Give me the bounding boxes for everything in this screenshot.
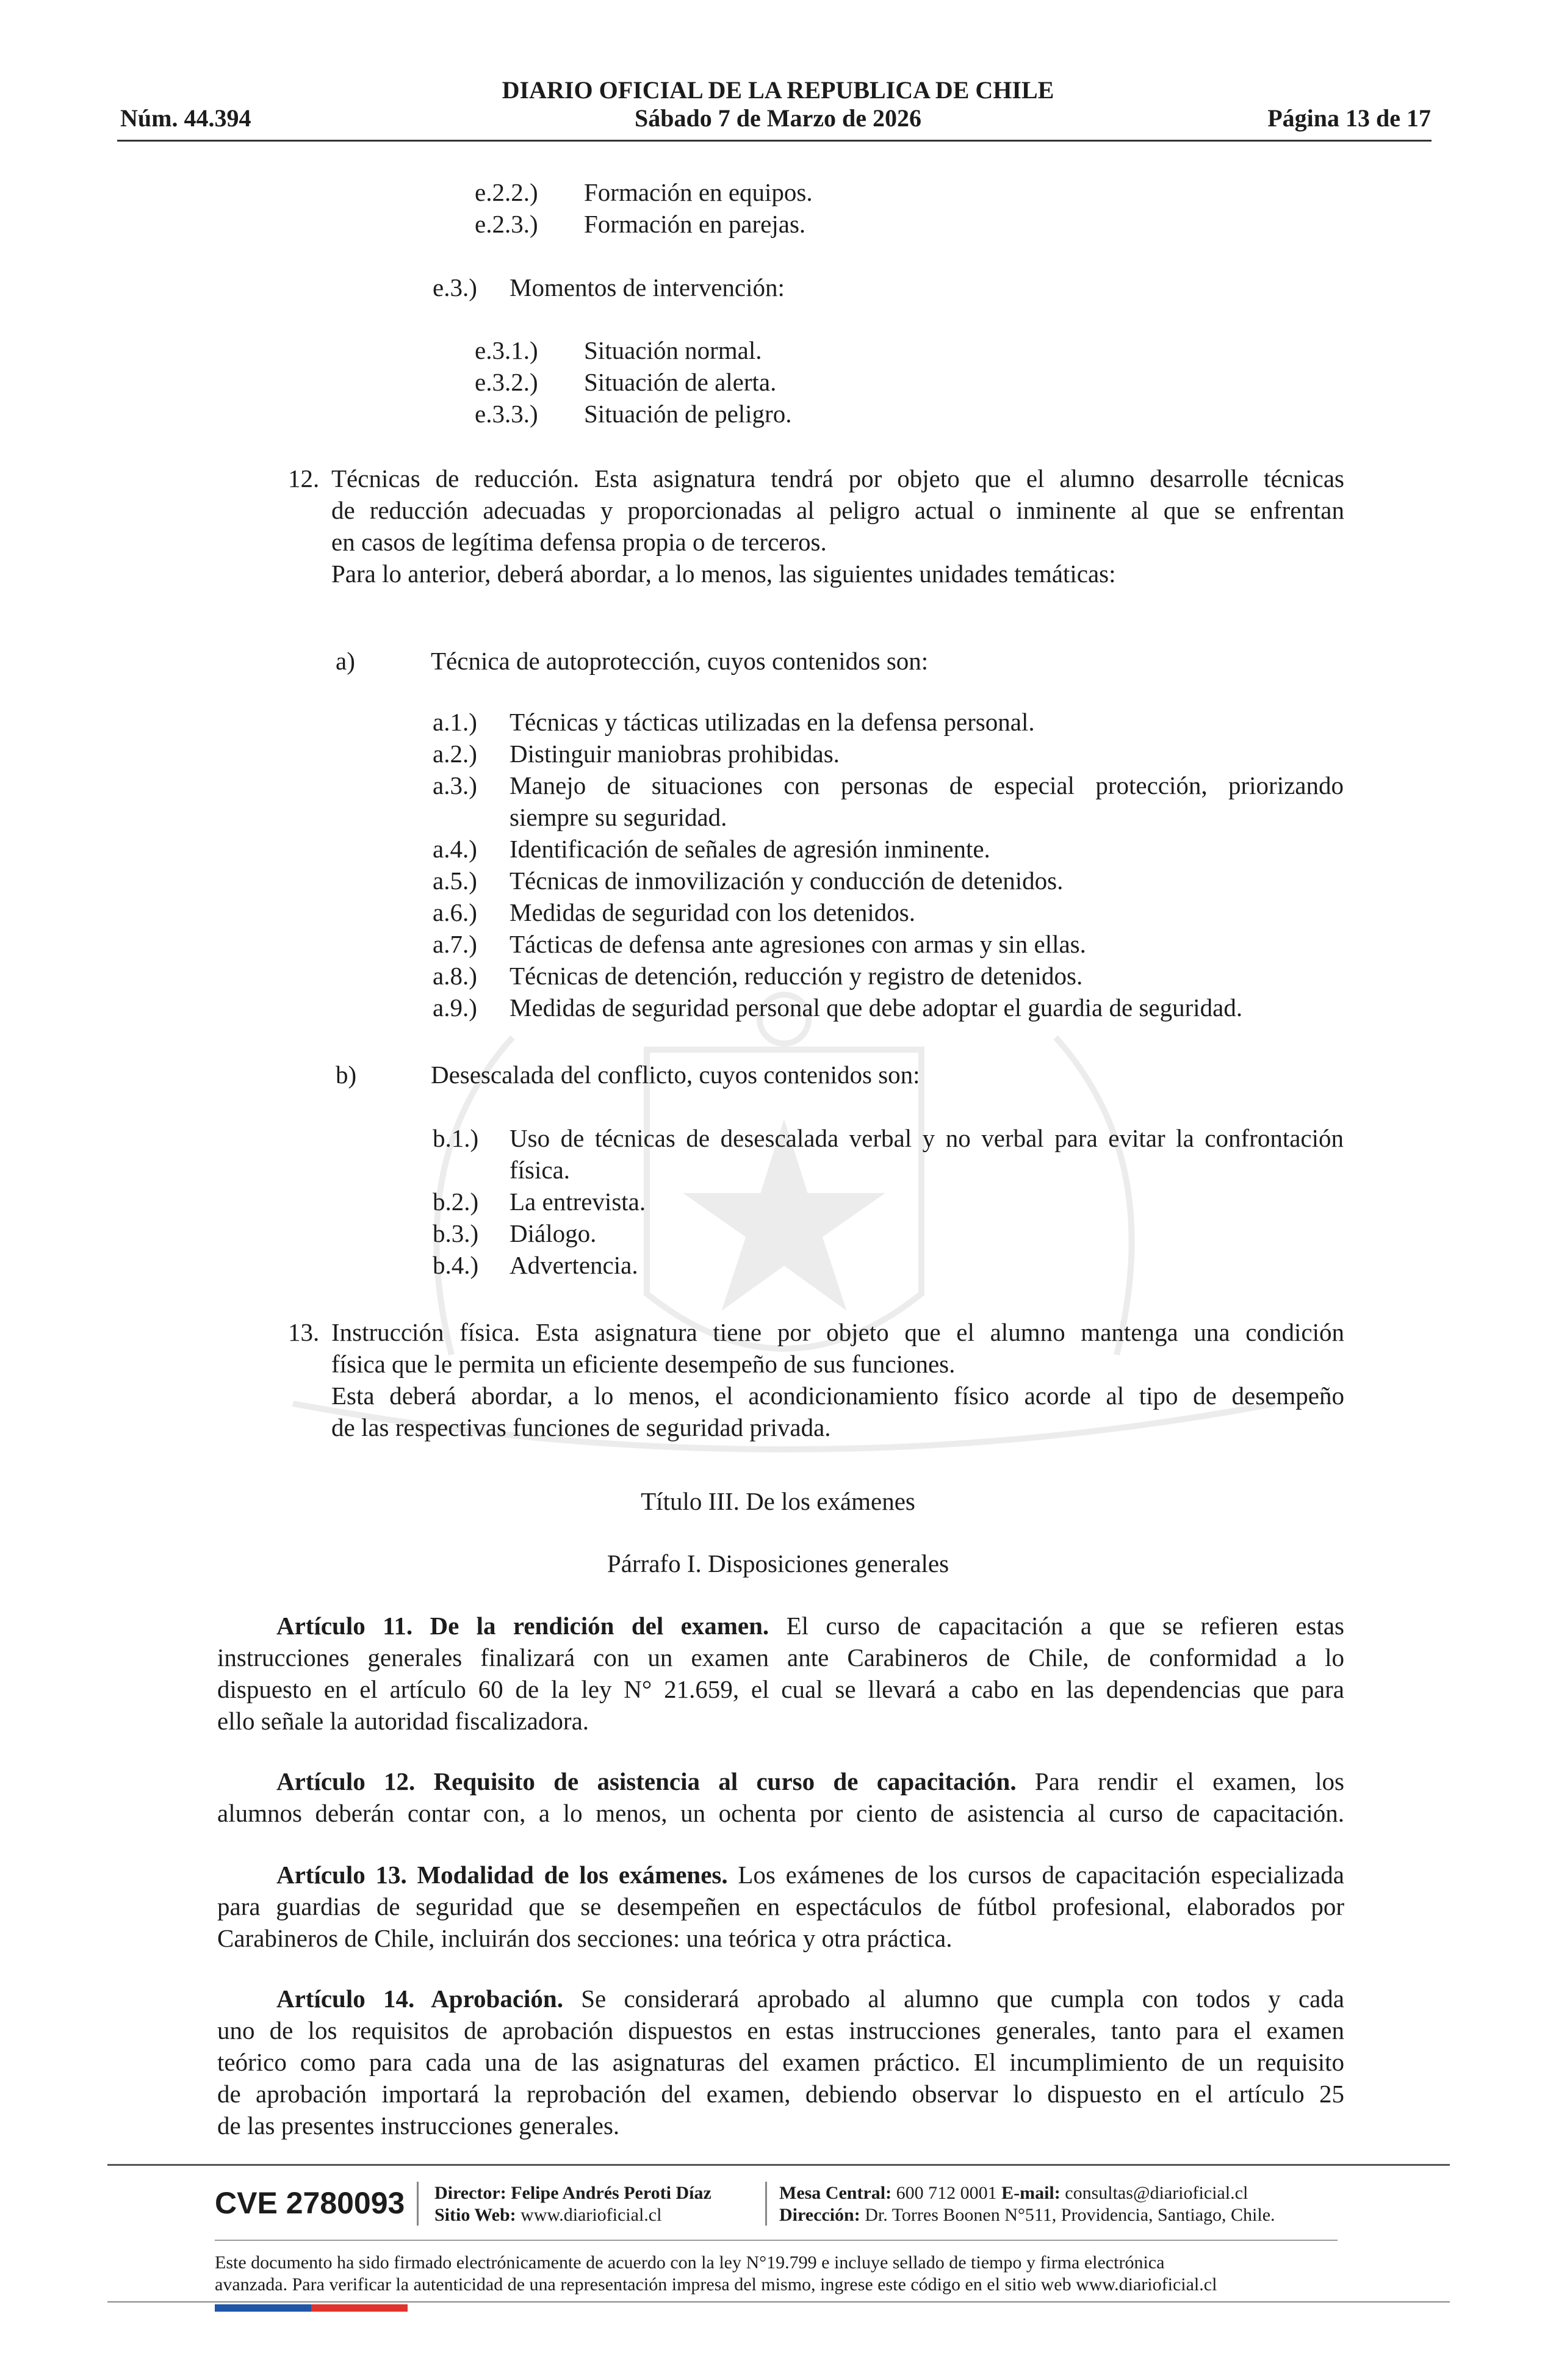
signature-notice-line: Este documento ha sido firmado electrónicamente de acuerdo con la ley N°19.799 e incluye sellado de tiempo y firma electrónica	[215, 2252, 1165, 2273]
list-number: b.3.)	[433, 1219, 479, 1247]
list-item: Situación de alerta.	[584, 368, 777, 396]
article-first-line	[276, 1859, 1344, 1891]
list-item-continuation: siempre su seguridad.	[510, 803, 727, 831]
footer-contact	[779, 2182, 1248, 2204]
list-item: Formación en equipos.	[584, 178, 813, 206]
list-number: a.4.)	[433, 835, 477, 863]
footer-website	[434, 2204, 661, 2226]
gazette-title: DIARIO OFICIAL DE LA REPUBLICA DE CHILE	[502, 76, 1054, 104]
address-value: Dr. Torres Boonen N°511, Providencia, Santiago, Chile.	[865, 2205, 1275, 2225]
list-number: e.3.3.)	[475, 400, 538, 428]
list-number: b.4.)	[433, 1251, 479, 1279]
list-number: a.9.)	[433, 993, 477, 1022]
article-line: para guardias de seguridad que se desempeñen en espectáculos de fútbol profesional, elaborados por	[217, 1892, 1344, 1920]
list-item: Identificación de señales de agresión inminente.	[510, 835, 990, 863]
article-text: Para rendir el examen, los	[1034, 1767, 1344, 1795]
section-heading: Título III. De los exámenes	[641, 1487, 915, 1515]
section-title: Técnica de autoprotección, cuyos contenidos son:	[431, 647, 929, 675]
item-number: 13.	[288, 1318, 320, 1346]
header-rule	[117, 140, 1432, 142]
list-item: Distinguir maniobras prohibidas.	[510, 740, 840, 768]
list-number: a.6.)	[433, 898, 477, 926]
footer-thin-rule	[215, 2240, 1338, 2241]
paragraph-line: física que le permita un eficiente desempeño de sus funciones.	[331, 1350, 956, 1378]
paragraph-line: en casos de legítima defensa propia o de terceros.	[331, 528, 827, 556]
footer-director	[434, 2182, 711, 2204]
list-number: a.8.)	[433, 962, 477, 990]
list-number: e.3.1.)	[475, 336, 538, 364]
article-heading: Artículo 11. De la rendición del examen.	[276, 1612, 769, 1640]
article-line: teórico como para cada una de las asignaturas del examen práctico. El incumplimiento de un requisito	[217, 2048, 1344, 2076]
director-label: Director:	[434, 2183, 506, 2203]
section-title: Desescalada del conflicto, cuyos contenidos son:	[431, 1061, 920, 1089]
flag-red-bar	[311, 2304, 408, 2312]
list-number: b.2.)	[433, 1188, 479, 1216]
list-item: Técnicas de detención, reducción y registro de detenidos.	[510, 962, 1083, 990]
website-label: Sitio Web:	[434, 2205, 516, 2225]
article-text: El curso de capacitación a que se refieren estas	[786, 1612, 1345, 1640]
list-item: Formación en parejas.	[584, 210, 806, 238]
list-number: a.3.)	[433, 771, 477, 799]
article-text: Los exámenes de los cursos de capacitación especializada	[738, 1861, 1345, 1889]
flag-blue-bar	[215, 2304, 311, 2312]
article-line: de las presentes instrucciones generales.	[217, 2111, 620, 2140]
footer-address	[779, 2204, 1275, 2226]
paragraph-line: de reducción adecuadas y proporcionadas al peligro actual o inminente al que se enfrentan	[331, 496, 1344, 524]
cve-code: CVE 2780093	[215, 2186, 405, 2220]
footer-bottom-rule	[107, 2301, 1450, 2302]
list-item: Diálogo.	[510, 1219, 597, 1247]
footer-rule	[107, 2164, 1450, 2166]
list-item: Situación de peligro.	[584, 400, 792, 428]
list-number: e.2.3.)	[475, 210, 538, 238]
list-number: e.2.2.)	[475, 178, 538, 206]
list-item: Medidas de seguridad con los detenidos.	[510, 898, 915, 926]
list-number: e.3.2.)	[475, 368, 538, 396]
article-line: dispuesto en el artículo 60 de la ley N° 21.659, el cual se llevará a cabo en las dependencias que para	[217, 1675, 1344, 1703]
paragraph-line: de las respectivas funciones de seguridad privada.	[331, 1413, 831, 1441]
address-label: Dirección:	[779, 2205, 860, 2225]
list-number: e.3.)	[433, 273, 477, 301]
article-first-line	[276, 1983, 1344, 2014]
page-label: Página 13 de 17	[1267, 104, 1431, 132]
website-value[interactable]: www.diarioficial.cl	[520, 2205, 662, 2225]
article-line: alumnos deberán contar con, a lo menos, un ochenta por ciento de asistencia al curso de capacitación.	[217, 1799, 1344, 1827]
signature-notice-line: avanzada. Para verificar la autenticidad de una representación impresa del mismo, ingrese este código en el sitio web www.diarioficial.cl	[215, 2274, 1217, 2295]
list-item: Medidas de seguridad personal que debe adoptar el guardia de seguridad.	[510, 993, 1243, 1022]
list-item: La entrevista.	[510, 1188, 646, 1216]
email-value[interactable]: consultas@diarioficial.cl	[1065, 2183, 1248, 2203]
list-number: b.1.)	[433, 1124, 479, 1152]
article-line: de aprobación importará la reprobación del examen, debiendo observar lo dispuesto en el artículo 25	[217, 2080, 1344, 2108]
list-number: a.7.)	[433, 930, 477, 958]
article-heading: Artículo 14. Aprobación.	[276, 1985, 563, 2013]
phone-label: Mesa Central:	[779, 2183, 892, 2203]
article-heading: Artículo 13. Modalidad de los exámenes.	[276, 1861, 728, 1889]
list-item: Tácticas de defensa ante agresiones con armas y sin ellas.	[510, 930, 1086, 958]
paragraph-line: Técnicas de reducción. Esta asignatura tendrá por objeto que el alumno desarrolle técnicas	[331, 464, 1344, 492]
list-item: Técnicas de inmovilización y conducción de detenidos.	[510, 867, 1064, 895]
footer-divider	[417, 2182, 419, 2226]
list-item: Técnicas y tácticas utilizadas en la defensa personal.	[510, 708, 1035, 736]
article-line: instrucciones generales finalizará con un examen ante Carabineros de Chile, de conformidad a lo	[217, 1643, 1344, 1671]
paragraph-line: Esta deberá abordar, a lo menos, el acondicionamiento físico acorde al tipo de desempeño	[331, 1382, 1344, 1410]
section-letter: a)	[336, 647, 355, 675]
article-text: Se considerará aprobado al alumno que cumpla con todos y cada	[581, 1985, 1345, 2013]
list-item: Advertencia.	[510, 1251, 638, 1279]
issue-number: Núm. 44.394	[120, 104, 251, 132]
article-first-line	[276, 1610, 1344, 1642]
item-number: 12.	[288, 464, 320, 492]
subsection-heading: Párrafo I. Disposiciones generales	[607, 1549, 949, 1578]
list-item-continuation: física.	[510, 1156, 571, 1184]
article-line: Carabineros de Chile, incluirán dos secciones: una teórica y otra práctica.	[217, 1924, 953, 1952]
email-label: E-mail:	[1001, 2183, 1061, 2203]
article-line: uno de los requisitos de aprobación dispuestos en estas instrucciones generales, tanto para el examen	[217, 2016, 1344, 2044]
list-item: Situación normal.	[584, 336, 762, 364]
footer-divider	[765, 2182, 767, 2226]
article-line: ello señale la autoridad fiscalizadora.	[217, 1707, 589, 1735]
article-first-line	[276, 1765, 1344, 1797]
list-number: a.2.)	[433, 740, 477, 768]
list-number: a.5.)	[433, 867, 477, 895]
director-name: Felipe Andrés Peroti Díaz	[511, 2183, 711, 2203]
phone-value: 600 712 0001	[896, 2183, 997, 2203]
list-item: Momentos de intervención:	[510, 273, 785, 301]
issue-date: Sábado 7 de Marzo de 2026	[635, 104, 921, 132]
section-letter: b)	[336, 1061, 357, 1089]
paragraph-line: Para lo anterior, deberá abordar, a lo menos, las siguientes unidades temáticas:	[331, 560, 1116, 588]
list-number: a.1.)	[433, 708, 477, 736]
list-item: Uso de técnicas de desescalada verbal y no verbal para evitar la confrontación	[510, 1124, 1344, 1152]
article-heading: Artículo 12. Requisito de asistencia al curso de capacitación.	[276, 1767, 1017, 1795]
list-item: Manejo de situaciones con personas de especial protección, priorizando	[510, 771, 1344, 799]
paragraph-line: Instrucción física. Esta asignatura tiene por objeto que el alumno mantenga una condición	[331, 1318, 1344, 1346]
